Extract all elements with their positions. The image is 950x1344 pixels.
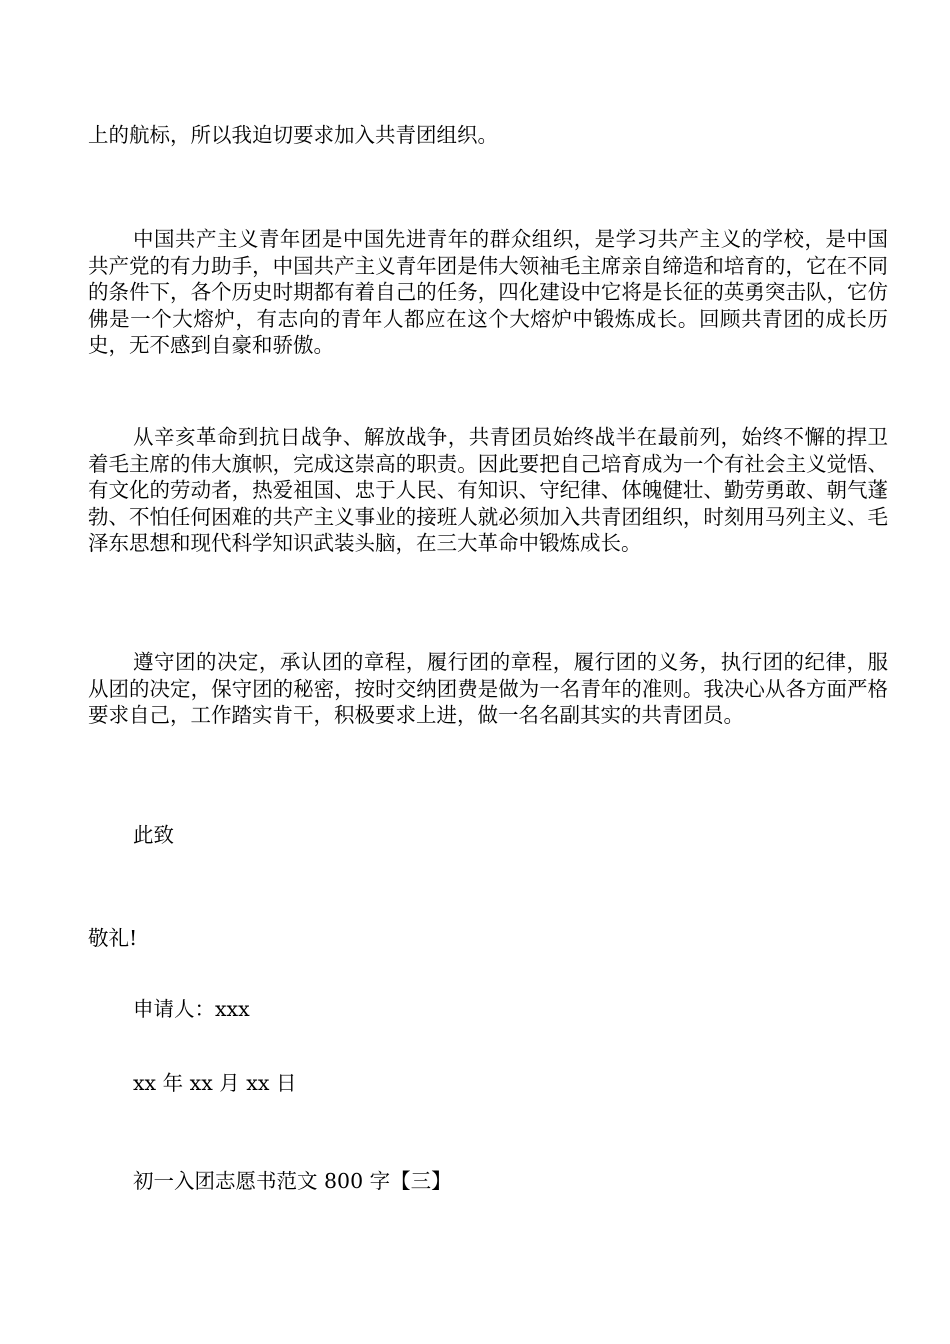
closing-salutation: 此致 xyxy=(133,823,174,847)
closing-respect: 敬礼! xyxy=(88,926,138,950)
next-section-title: 初一入团志愿书范文 800 字【三】 xyxy=(133,1169,452,1193)
paragraph-league-intro: 中国共产主义青年团是中国先进青年的群众组织，是学习共产主义的学校，是中国共产党的有力助手，中国共产主义青年团是伟大领袖毛主席亲自缔造和培育的，它在不同的条件下，各个历史时期都有着自己的任务，四化建设中它将是长征的英勇突击队，它仿佛是一个大熔炉，有志向的青年人都应在这个大熔炉中锻炼成长。回顾共青团的成长历史，无不感到自豪和骄傲。 xyxy=(88,227,888,357)
application-date: xx 年 xx 月 xx 日 xyxy=(133,1071,297,1095)
paragraph-league-history: 从辛亥革命到抗日战争、解放战争，共青团员始终战半在最前列，始终不懈的捍卫着毛主席的伟大旗帜，完成这崇高的职责。因此要把自己培育成为一个有社会主义觉悟、有文化的劳动者，热爱祖国、忠于人民、有知识、守纪律、体魄健壮、勤劳勇敢、朝气蓬勃、不怕任何困难的共产主义事业的接班人就必须加入共青团组织，时刻用马列主义、毛泽东思想和现代科学知识武装头脑，在三大革命中锻炼成长。 xyxy=(88,425,888,555)
paragraph-continuation: 上的航标，所以我迫切要求加入共青团组织。 xyxy=(88,123,498,147)
paragraph-resolution: 遵守团的决定，承认团的章程，履行团的章程，履行团的义务，执行团的纪律，服从团的决定，保守团的秘密，按时交纳团费是做为一名青年的准则。我决心从各方面严格要求自己，工作踏实肯干，积极要求上进，做一名名副其实的共青团员。 xyxy=(88,650,888,727)
applicant-signature: 申请人：xxx xyxy=(133,997,250,1021)
